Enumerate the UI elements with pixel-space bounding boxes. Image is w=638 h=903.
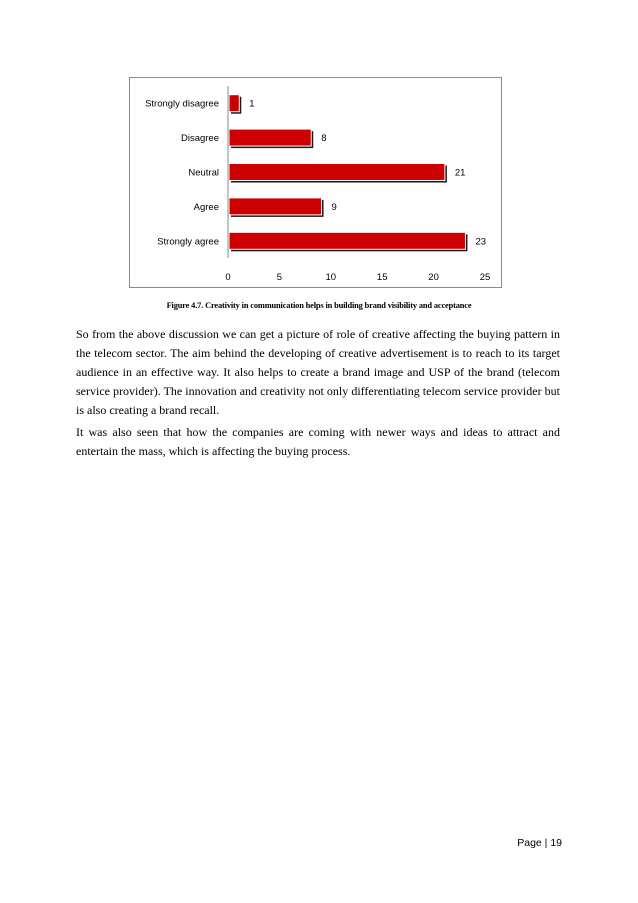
x-tick-label: 25	[479, 272, 491, 283]
data-label: 21	[454, 167, 466, 179]
data-label: 8	[321, 133, 327, 145]
data-label: 23	[475, 236, 487, 248]
data-label: 9	[331, 201, 337, 213]
data-label: 1	[249, 98, 255, 110]
bar-disagree	[229, 129, 311, 146]
x-tick-label: 0	[225, 272, 231, 283]
bar-strongly-disagree	[229, 95, 239, 112]
body-paragraph-1: So from the above discussion we can get a picture of role of creative affecting the buying pattern in the telecom sector. The aim behind the developing of creative advertisement is to reach to its target audience in an effective way. It also helps to create a brand image and USP of the brand (telecom service provider). The innovation and creativity not only differentiating telecom service provider but is also creating a brand recall.	[76, 327, 560, 417]
category-label: Agree	[193, 201, 219, 213]
category-label: Strongly agree	[157, 236, 219, 248]
category-label: Disagree	[180, 133, 219, 145]
bar-strongly-agree	[229, 232, 465, 249]
x-tick-label: 5	[276, 272, 283, 283]
bar-neutral	[229, 164, 445, 181]
bar-agree	[229, 198, 322, 215]
category-label: Neutral	[188, 167, 219, 179]
category-label: Strongly disagree	[145, 98, 219, 110]
x-tick-label: 15	[376, 272, 388, 283]
x-tick-label: 20	[428, 272, 439, 283]
page-number-footer: Page | 19	[517, 837, 562, 849]
figure-caption: Figure 4.7. Creativity in communication helps in building brand visibility and acceptance	[166, 301, 472, 310]
bar-chart	[130, 78, 501, 287]
x-tick-label: 10	[325, 272, 337, 283]
body-paragraph-2: It was also seen that how the companies are coming with newer ways and ideas to attract and entertain the mass, which is affecting the buying process.	[76, 425, 560, 458]
bar-chart-frame	[129, 77, 502, 288]
